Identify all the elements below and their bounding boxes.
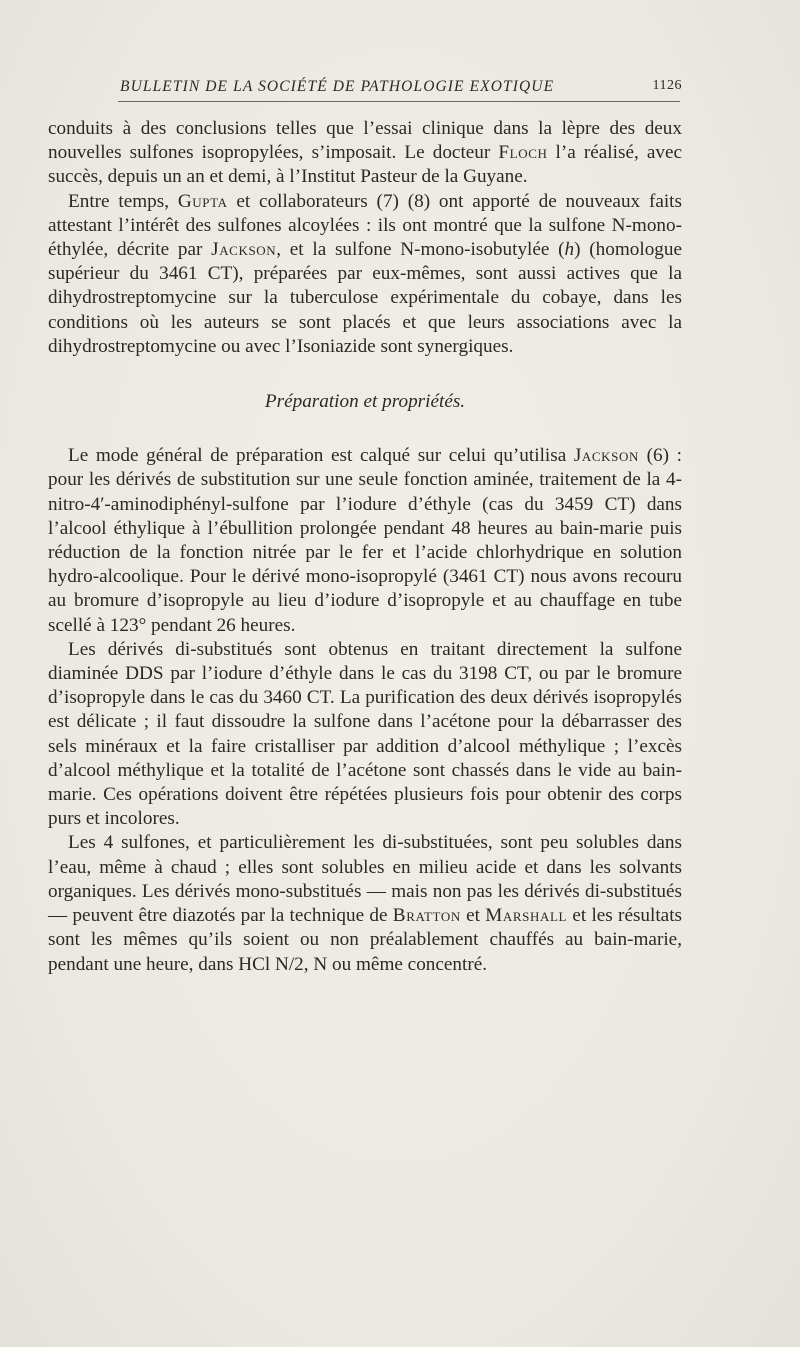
- running-header: [48, 78, 682, 100]
- text-run: et collaborateurs (7) (8) ont apporté de nouveaux faits attestant l’intérêt des sulfones alcoylées : ils ont montré que la sulfone N-mono-éthylée, décrite par: [48, 190, 682, 261]
- paragraph-1: [48, 117, 682, 190]
- text-run: Les dérivés di-substitués sont obtenus en traitant directement la sulfone diaminée DDS par l’iodure d’éthyle dans le cas du 3198 CT, ou par le bromure d’isopropyle dans le cas du 3460 CT. La purification des deux dérivés isopropylés est délicate ; il faut dissoudre la sulfone dans l’acétone pour la débarrasser des sels minéraux et la faire cristalliser par addition d’alcool méthylique ; l’excès d’alcool méthylique et la totalité de l’acétone sont chassés dans le vide au bain-marie. Ces opérations doivent être répétées plusieurs fois pour obtenir des corps purs et incolores.: [48, 638, 682, 830]
- author-name: Jackson: [211, 239, 277, 261]
- paragraph-4: [48, 638, 682, 832]
- text-run: , et la sulfone N-mono-isobutylée (: [276, 239, 565, 261]
- section-heading: Préparation et propriétés.: [264, 391, 466, 413]
- author-name: Marshall: [485, 905, 568, 927]
- article-body: [48, 117, 682, 977]
- text-run: Les 4 sulfones, et particulièrement les di-substituées, sont peu solubles dans l’eau, même à chaud ; elles sont solubles en milieu acide et dans les solvants organiques. Les dérivés mono-substitués — mais non pas les dérivés di-substitués — peuvent être diazotés par la technique de: [48, 832, 682, 927]
- text-run: Le mode général de préparation est calqué sur celui qu’utilisa: [68, 445, 574, 467]
- paragraph-5: [48, 831, 682, 976]
- text-run: Entre temps,: [68, 190, 178, 212]
- page-number: 1126: [652, 78, 682, 93]
- paragraph-3: [48, 444, 682, 638]
- text-run: (6) : pour les dérivés de substitution sur une seule fonction aminée, traitement de la 4-nitro-4′-aminodiphényl-sulfone par l’iodure d’éthyle (cas du 3459 CT) dans l’alcool éthylique à l’ébullition prolongée pendant 48 heures au bain-marie puis réduction de la fonction nitrée par le fer et l’acide chlorhydrique en solution hydro-alcoolique. Pour le dérivé mono-isopropylé (3461 CT) nous avons recouru au bromure d’isopropyle au lieu d’iodure d’isopropyle et au chauffage en tube scellé à 123° pendant 26 heures.: [48, 445, 682, 636]
- author-name: Bratton: [392, 905, 461, 927]
- journal-title: BULLETIN DE LA SOCIÉTÉ DE PATHOLOGIE EXOTIQUE: [120, 78, 555, 95]
- author-name: Gupta: [177, 190, 228, 212]
- text-run: l’a réalisé, avec succès, depuis un an et demi, à l’Institut Pasteur de la Guyane.: [48, 142, 682, 188]
- header-rule: [118, 101, 680, 102]
- text-run: conduits à des conclusions telles que l’essai clinique dans la lèpre des deux nouvelles sulfones isopropylées, s’imposait. Le docteur: [48, 118, 682, 164]
- italic-ref: h: [564, 239, 575, 261]
- author-name: Jackson: [573, 445, 639, 467]
- text-run: ) (homologue supérieur du 3461 CT), préparées par eux-mêmes, sont aussi actives que la dihydrostreptomycine sur la tuberculose expérimentale du cobaye, dans les conditions où les auteurs se sont placés et que leurs associations avec la dihydrostreptomycine ou avec l’Isoniazide sont synergiques.: [48, 239, 682, 357]
- text-run: et: [460, 905, 486, 927]
- paragraph-2: [48, 190, 682, 359]
- author-name: Floch: [498, 142, 548, 164]
- text-run: et les résultats sont les mêmes qu’ils soient ou non préalablement chauffés au bain-marie, pendant une heure, dans HCl N/2, N ou même concentré.: [48, 905, 682, 975]
